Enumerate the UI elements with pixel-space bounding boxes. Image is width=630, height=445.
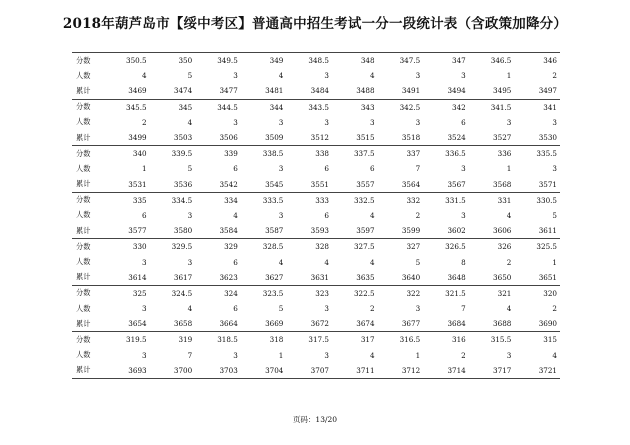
score-cell: 326: [469, 239, 515, 255]
score-cell: 323: [286, 285, 332, 301]
cumulative-cell: 3495: [493, 86, 512, 96]
cumulative-cell: 3690: [538, 319, 557, 329]
score-cell: 350.5: [104, 53, 150, 69]
score-cell: 328.5: [241, 239, 287, 255]
cumulative-cell: 3568: [493, 179, 512, 189]
cumulative-row: [72, 270, 560, 286]
count-cell: 6: [142, 210, 147, 220]
score-cell: 344.5: [195, 99, 241, 115]
cumulative-cell: 3531: [128, 179, 147, 189]
count-row: [72, 254, 560, 269]
score-cell: 316.5: [378, 332, 424, 348]
count-cell: 3: [415, 117, 421, 127]
count-cell: 4: [278, 71, 284, 81]
cumulative-cell: 3551: [310, 179, 329, 189]
score-cell: 340: [104, 146, 150, 162]
score-cell: 337.5: [332, 146, 378, 162]
cumulative-cell: 3717: [469, 363, 515, 379]
cumulative-cell: 3577: [128, 226, 147, 236]
count-row: [72, 68, 560, 83]
count-cell: 4: [506, 210, 512, 220]
count-cell: 3: [187, 210, 193, 220]
cumulative-cell: 3704: [241, 363, 287, 379]
count-row: [72, 161, 560, 176]
score-cell: 332.5: [332, 192, 378, 208]
cumulative-row-label: 累计: [76, 179, 91, 189]
count-cell: 3: [142, 350, 147, 360]
count-cell: 3: [278, 117, 284, 127]
score-cell: 315: [514, 332, 560, 348]
cumulative-cell: 3623: [219, 272, 238, 282]
count-cell: 6: [324, 164, 329, 174]
count-cell: 6: [461, 117, 466, 127]
cumulative-row: [72, 130, 560, 146]
score-row: [72, 285, 560, 301]
score-cell: 327.5: [332, 239, 378, 255]
score-cell: 324.5: [150, 285, 196, 301]
score-cell: 338.5: [241, 146, 287, 162]
score-cell: 331: [469, 192, 515, 208]
score-cell: 325.5: [514, 239, 560, 255]
score-cell: 321.5: [423, 285, 469, 301]
count-cell: 3: [461, 210, 466, 220]
cumulative-cell: 3611: [538, 226, 557, 236]
cumulative-row-label: 累计: [76, 272, 91, 282]
score-cell: 347.5: [378, 53, 424, 69]
cumulative-cell: 3497: [538, 86, 557, 96]
cumulative-cell: 3614: [128, 272, 147, 282]
count-cell: 2: [506, 257, 512, 267]
cumulative-cell: 3484: [310, 86, 329, 96]
score-cell: 323.5: [241, 285, 287, 301]
cumulative-row: [72, 363, 560, 379]
count-cell: 3: [233, 71, 238, 81]
cumulative-cell: 3693: [104, 363, 150, 379]
count-cell: 4: [324, 257, 329, 267]
score-row-label: 分数: [72, 146, 104, 162]
page-number: 页码：13/20: [292, 415, 338, 424]
count-cell: 1: [415, 350, 421, 360]
score-cell: 329.5: [150, 239, 196, 255]
cumulative-cell: 3684: [447, 319, 466, 329]
count-row: [72, 301, 560, 316]
score-cell: 318: [241, 332, 287, 348]
score-cell: 346: [514, 53, 560, 69]
score-row-label: 分数: [72, 332, 104, 348]
cumulative-cell: 3499: [128, 133, 147, 143]
score-cell: 320: [514, 285, 560, 301]
cumulative-cell: 3530: [538, 133, 557, 143]
count-cell: 4: [506, 304, 512, 314]
cumulative-cell: 3707: [286, 363, 332, 379]
cumulative-cell: 3580: [173, 226, 193, 236]
cumulative-cell: 3491: [401, 86, 421, 96]
cumulative-cell: 3503: [173, 133, 193, 143]
score-distribution-table-container: [72, 52, 560, 379]
count-row: [72, 115, 560, 130]
count-cell: 4: [233, 210, 238, 220]
count-row-label: 人数: [76, 163, 91, 173]
count-cell: 2: [461, 350, 466, 360]
count-cell: 3: [415, 71, 421, 81]
score-cell: 336: [469, 146, 515, 162]
count-cell: 1: [506, 71, 512, 81]
cumulative-cell: 3703: [195, 363, 241, 379]
count-cell: 3: [324, 117, 329, 127]
score-row-label: 分数: [72, 239, 104, 255]
count-cell: 2: [142, 117, 147, 127]
cumulative-cell: 3512: [310, 133, 329, 143]
cumulative-cell: 3536: [173, 179, 193, 189]
score-cell: 343.5: [286, 99, 332, 115]
count-cell: 3: [142, 257, 147, 267]
count-cell: 4: [187, 117, 193, 127]
score-cell: 316: [423, 332, 469, 348]
score-cell: 336.5: [423, 146, 469, 162]
cumulative-cell: 3674: [356, 319, 375, 329]
cumulative-cell: 3571: [538, 179, 557, 189]
count-cell: 6: [233, 304, 238, 314]
score-cell: 319: [150, 332, 196, 348]
cumulative-cell: 3509: [265, 133, 284, 143]
count-cell: 3: [324, 304, 329, 314]
cumulative-cell: 3564: [401, 179, 421, 189]
count-cell: 2: [369, 304, 375, 314]
cumulative-cell: 3654: [128, 319, 147, 329]
count-cell: 6: [233, 257, 238, 267]
score-cell: 337: [378, 146, 424, 162]
count-cell: 4: [142, 71, 147, 81]
cumulative-cell: 3658: [173, 319, 193, 329]
cumulative-cell: 3711: [332, 363, 378, 379]
cumulative-row: [72, 223, 560, 239]
count-cell: 4: [369, 71, 375, 81]
count-cell: 4: [369, 210, 375, 220]
cumulative-cell: 3477: [219, 86, 238, 96]
score-cell: 348.5: [286, 53, 332, 69]
cumulative-cell: 3587: [265, 226, 284, 236]
score-row: [72, 192, 560, 208]
score-cell: 333: [286, 192, 332, 208]
count-row-label: 人数: [76, 350, 91, 360]
score-cell: 321: [469, 285, 515, 301]
cumulative-row-label: 累计: [76, 318, 91, 328]
cumulative-cell: 3648: [447, 272, 466, 282]
cumulative-cell: 3599: [401, 226, 421, 236]
score-row: [72, 239, 560, 255]
cumulative-cell: 3700: [150, 363, 196, 379]
count-row-label: 人数: [76, 210, 91, 220]
cumulative-cell: 3617: [173, 272, 193, 282]
score-cell: 335: [104, 192, 150, 208]
score-cell: 343: [332, 99, 378, 115]
score-cell: 330: [104, 239, 150, 255]
score-group: [72, 239, 560, 286]
count-cell: 2: [552, 304, 557, 314]
score-group: [72, 285, 560, 332]
score-cell: 339.5: [150, 146, 196, 162]
score-row-label: 分数: [72, 192, 104, 208]
score-row: [72, 332, 560, 348]
cumulative-cell: 3506: [219, 133, 238, 143]
score-group: [72, 53, 560, 100]
score-cell: 331.5: [423, 192, 469, 208]
score-cell: 318.5: [195, 332, 241, 348]
count-cell: 3: [233, 117, 238, 127]
count-cell: 1: [552, 257, 557, 267]
count-cell: 4: [369, 257, 375, 267]
score-cell: 341: [514, 99, 560, 115]
count-cell: 4: [187, 304, 193, 314]
count-cell: 3: [142, 304, 147, 314]
cumulative-cell: 3688: [493, 319, 512, 329]
score-cell: 315.5: [469, 332, 515, 348]
count-row-label: 人数: [76, 303, 91, 313]
score-cell: 339: [195, 146, 241, 162]
cumulative-cell: 3672: [310, 319, 329, 329]
score-cell: 342: [423, 99, 469, 115]
score-row: [72, 99, 560, 115]
score-cell: 327: [378, 239, 424, 255]
cumulative-row-label: 累计: [76, 132, 91, 142]
cumulative-row: [72, 177, 560, 193]
cumulative-cell: 3515: [356, 133, 375, 143]
count-cell: 1: [506, 164, 512, 174]
score-cell: 332: [378, 192, 424, 208]
cumulative-cell: 3542: [219, 179, 238, 189]
count-cell: 3: [324, 350, 329, 360]
score-cell: 345: [150, 99, 196, 115]
score-cell: 326.5: [423, 239, 469, 255]
score-row-label: 分数: [72, 285, 104, 301]
score-cell: 342.5: [378, 99, 424, 115]
cumulative-cell: 3640: [401, 272, 421, 282]
count-cell: 6: [369, 164, 375, 174]
count-cell: 6: [233, 164, 238, 174]
cumulative-cell: 3474: [173, 86, 193, 96]
count-cell: 3: [552, 117, 557, 127]
cumulative-cell: 3631: [310, 272, 329, 282]
score-cell: 334: [195, 192, 241, 208]
score-cell: 324: [195, 285, 241, 301]
count-row-label: 人数: [76, 117, 91, 127]
cumulative-row: [72, 83, 560, 99]
score-cell: 319.5: [104, 332, 150, 348]
cumulative-cell: 3481: [265, 86, 284, 96]
score-cell: 317: [332, 332, 378, 348]
cumulative-cell: 3714: [423, 363, 469, 379]
cumulative-row-label: 累计: [72, 363, 104, 379]
count-cell: 3: [552, 164, 557, 174]
score-cell: 350: [150, 53, 196, 69]
score-cell: 347: [423, 53, 469, 69]
cumulative-cell: 3650: [493, 272, 512, 282]
cumulative-cell: 3664: [219, 319, 238, 329]
count-cell: 3: [233, 350, 238, 360]
score-cell: 334.5: [150, 192, 196, 208]
count-cell: 6: [324, 210, 329, 220]
cumulative-cell: 3469: [128, 86, 147, 96]
score-group: [72, 332, 560, 379]
cumulative-cell: 3545: [265, 179, 284, 189]
cumulative-cell: 3488: [356, 86, 375, 96]
score-group: [72, 192, 560, 239]
count-row: [72, 348, 560, 363]
score-group: [72, 146, 560, 193]
cumulative-cell: 3712: [378, 363, 424, 379]
count-cell: 5: [187, 164, 193, 174]
cumulative-cell: 3527: [493, 133, 512, 143]
score-row-label: 分数: [72, 99, 104, 115]
cumulative-cell: 3597: [356, 226, 375, 236]
count-cell: 5: [552, 210, 557, 220]
count-cell: 4: [278, 257, 284, 267]
count-cell: 3: [415, 304, 421, 314]
score-cell: 328: [286, 239, 332, 255]
score-cell: 338: [286, 146, 332, 162]
score-cell: 325: [104, 285, 150, 301]
cumulative-row-label: 累计: [76, 225, 91, 235]
count-cell: 5: [415, 257, 421, 267]
count-cell: 2: [415, 210, 421, 220]
score-cell: 346.5: [469, 53, 515, 69]
cumulative-cell: 3635: [356, 272, 375, 282]
cumulative-cell: 3669: [265, 319, 284, 329]
page-title: 2018年葫芦岛市【绥中考区】普通高中招生考试一分一段统计表（含政策加降分）: [62, 16, 568, 32]
count-row-label: 人数: [76, 70, 91, 80]
count-cell: 5: [278, 304, 284, 314]
count-cell: 3: [278, 210, 284, 220]
cumulative-cell: 3721: [514, 363, 560, 379]
cumulative-row: [72, 316, 560, 332]
count-cell: 3: [187, 257, 193, 267]
count-cell: 7: [461, 304, 466, 314]
score-cell: 322: [378, 285, 424, 301]
cumulative-cell: 3627: [265, 272, 284, 282]
count-cell: 3: [461, 71, 466, 81]
score-distribution-table: [72, 52, 560, 379]
score-cell: 344: [241, 99, 287, 115]
count-cell: 7: [415, 164, 421, 174]
count-cell: 3: [278, 164, 284, 174]
cumulative-cell: 3567: [447, 179, 466, 189]
count-cell: 5: [187, 71, 193, 81]
score-cell: 317.5: [286, 332, 332, 348]
score-cell: 341.5: [469, 99, 515, 115]
cumulative-cell: 3584: [219, 226, 238, 236]
score-cell: 349: [241, 53, 287, 69]
count-cell: 3: [369, 117, 375, 127]
cumulative-cell: 3494: [447, 86, 466, 96]
count-row-label: 人数: [76, 257, 91, 267]
score-cell: 330.5: [514, 192, 560, 208]
score-cell: 329: [195, 239, 241, 255]
count-cell: 4: [369, 350, 375, 360]
count-cell: 3: [461, 164, 466, 174]
cumulative-cell: 3651: [538, 272, 557, 282]
cumulative-cell: 3677: [401, 319, 421, 329]
cumulative-cell: 3606: [493, 226, 512, 236]
score-row: [72, 53, 560, 69]
score-cell: 335.5: [514, 146, 560, 162]
count-cell: 2: [552, 71, 557, 81]
score-row-label: 分数: [72, 53, 104, 69]
cumulative-cell: 3557: [356, 179, 375, 189]
cumulative-cell: 3524: [447, 133, 466, 143]
count-row: [72, 208, 560, 223]
count-cell: 3: [506, 117, 512, 127]
score-group: [72, 99, 560, 146]
count-cell: 1: [278, 350, 284, 360]
count-cell: 3: [324, 71, 329, 81]
cumulative-cell: 3602: [447, 226, 466, 236]
count-cell: 4: [552, 350, 557, 360]
score-cell: 348: [332, 53, 378, 69]
score-cell: 345.5: [104, 99, 150, 115]
score-cell: 322.5: [332, 285, 378, 301]
score-cell: 333.5: [241, 192, 287, 208]
cumulative-row-label: 累计: [76, 85, 91, 95]
cumulative-cell: 3518: [401, 133, 421, 143]
count-cell: 1: [142, 164, 147, 174]
count-cell: 8: [461, 257, 466, 267]
score-row: [72, 146, 560, 162]
cumulative-cell: 3593: [310, 226, 329, 236]
count-cell: 7: [187, 350, 193, 360]
score-cell: 349.5: [195, 53, 241, 69]
count-cell: 3: [506, 350, 512, 360]
